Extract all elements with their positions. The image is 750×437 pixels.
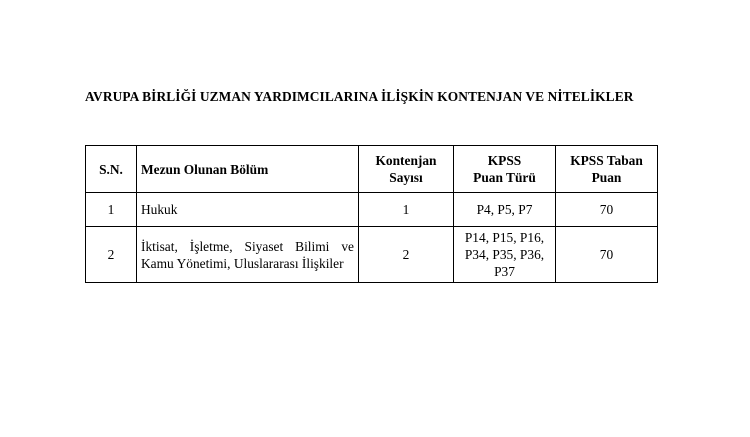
cell-department: İktisat, İşletme, Siyaset Bilimi ve Kamu Yönetimi, Uluslararası İlişkiler bbox=[137, 227, 359, 283]
table-row bbox=[86, 227, 658, 283]
header-kpss-type-line2: Puan Türü bbox=[473, 170, 536, 185]
header-kpss-type bbox=[454, 146, 556, 193]
header-department: Mezun Olunan Bölüm bbox=[137, 146, 359, 193]
header-kpss-min-line2: Puan bbox=[591, 170, 622, 185]
header-kpss-min-line1: KPSS Taban bbox=[570, 153, 643, 168]
header-quota-line2: Sayısı bbox=[389, 170, 423, 185]
cell-kpss-types: P4, P5, P7 bbox=[454, 193, 556, 227]
header-quota bbox=[359, 146, 454, 193]
cell-kpss-min: 70 bbox=[556, 193, 658, 227]
header-kpss-type-line1: KPSS bbox=[487, 153, 522, 168]
cell-sn: 1 bbox=[86, 193, 137, 227]
header-sn: S.N. bbox=[86, 146, 137, 193]
header-kpss-min bbox=[556, 146, 658, 193]
cell-quota: 1 bbox=[359, 193, 454, 227]
table-row bbox=[86, 193, 658, 227]
quota-table bbox=[85, 145, 658, 283]
cell-sn: 2 bbox=[86, 227, 137, 283]
header-quota-line1: Kontenjan bbox=[375, 153, 437, 168]
cell-kpss-min: 70 bbox=[556, 227, 658, 283]
cell-kpss-types: P14, P15, P16, P34, P35, P36, P37 bbox=[454, 227, 556, 283]
table-header-row bbox=[86, 146, 658, 193]
cell-department: Hukuk bbox=[137, 193, 359, 227]
document-heading: AVRUPA BİRLİĞİ UZMAN YARDIMCILARINA İLİŞKİN KONTENJAN VE NİTELİKLER bbox=[85, 89, 634, 104]
cell-quota: 2 bbox=[359, 227, 454, 283]
